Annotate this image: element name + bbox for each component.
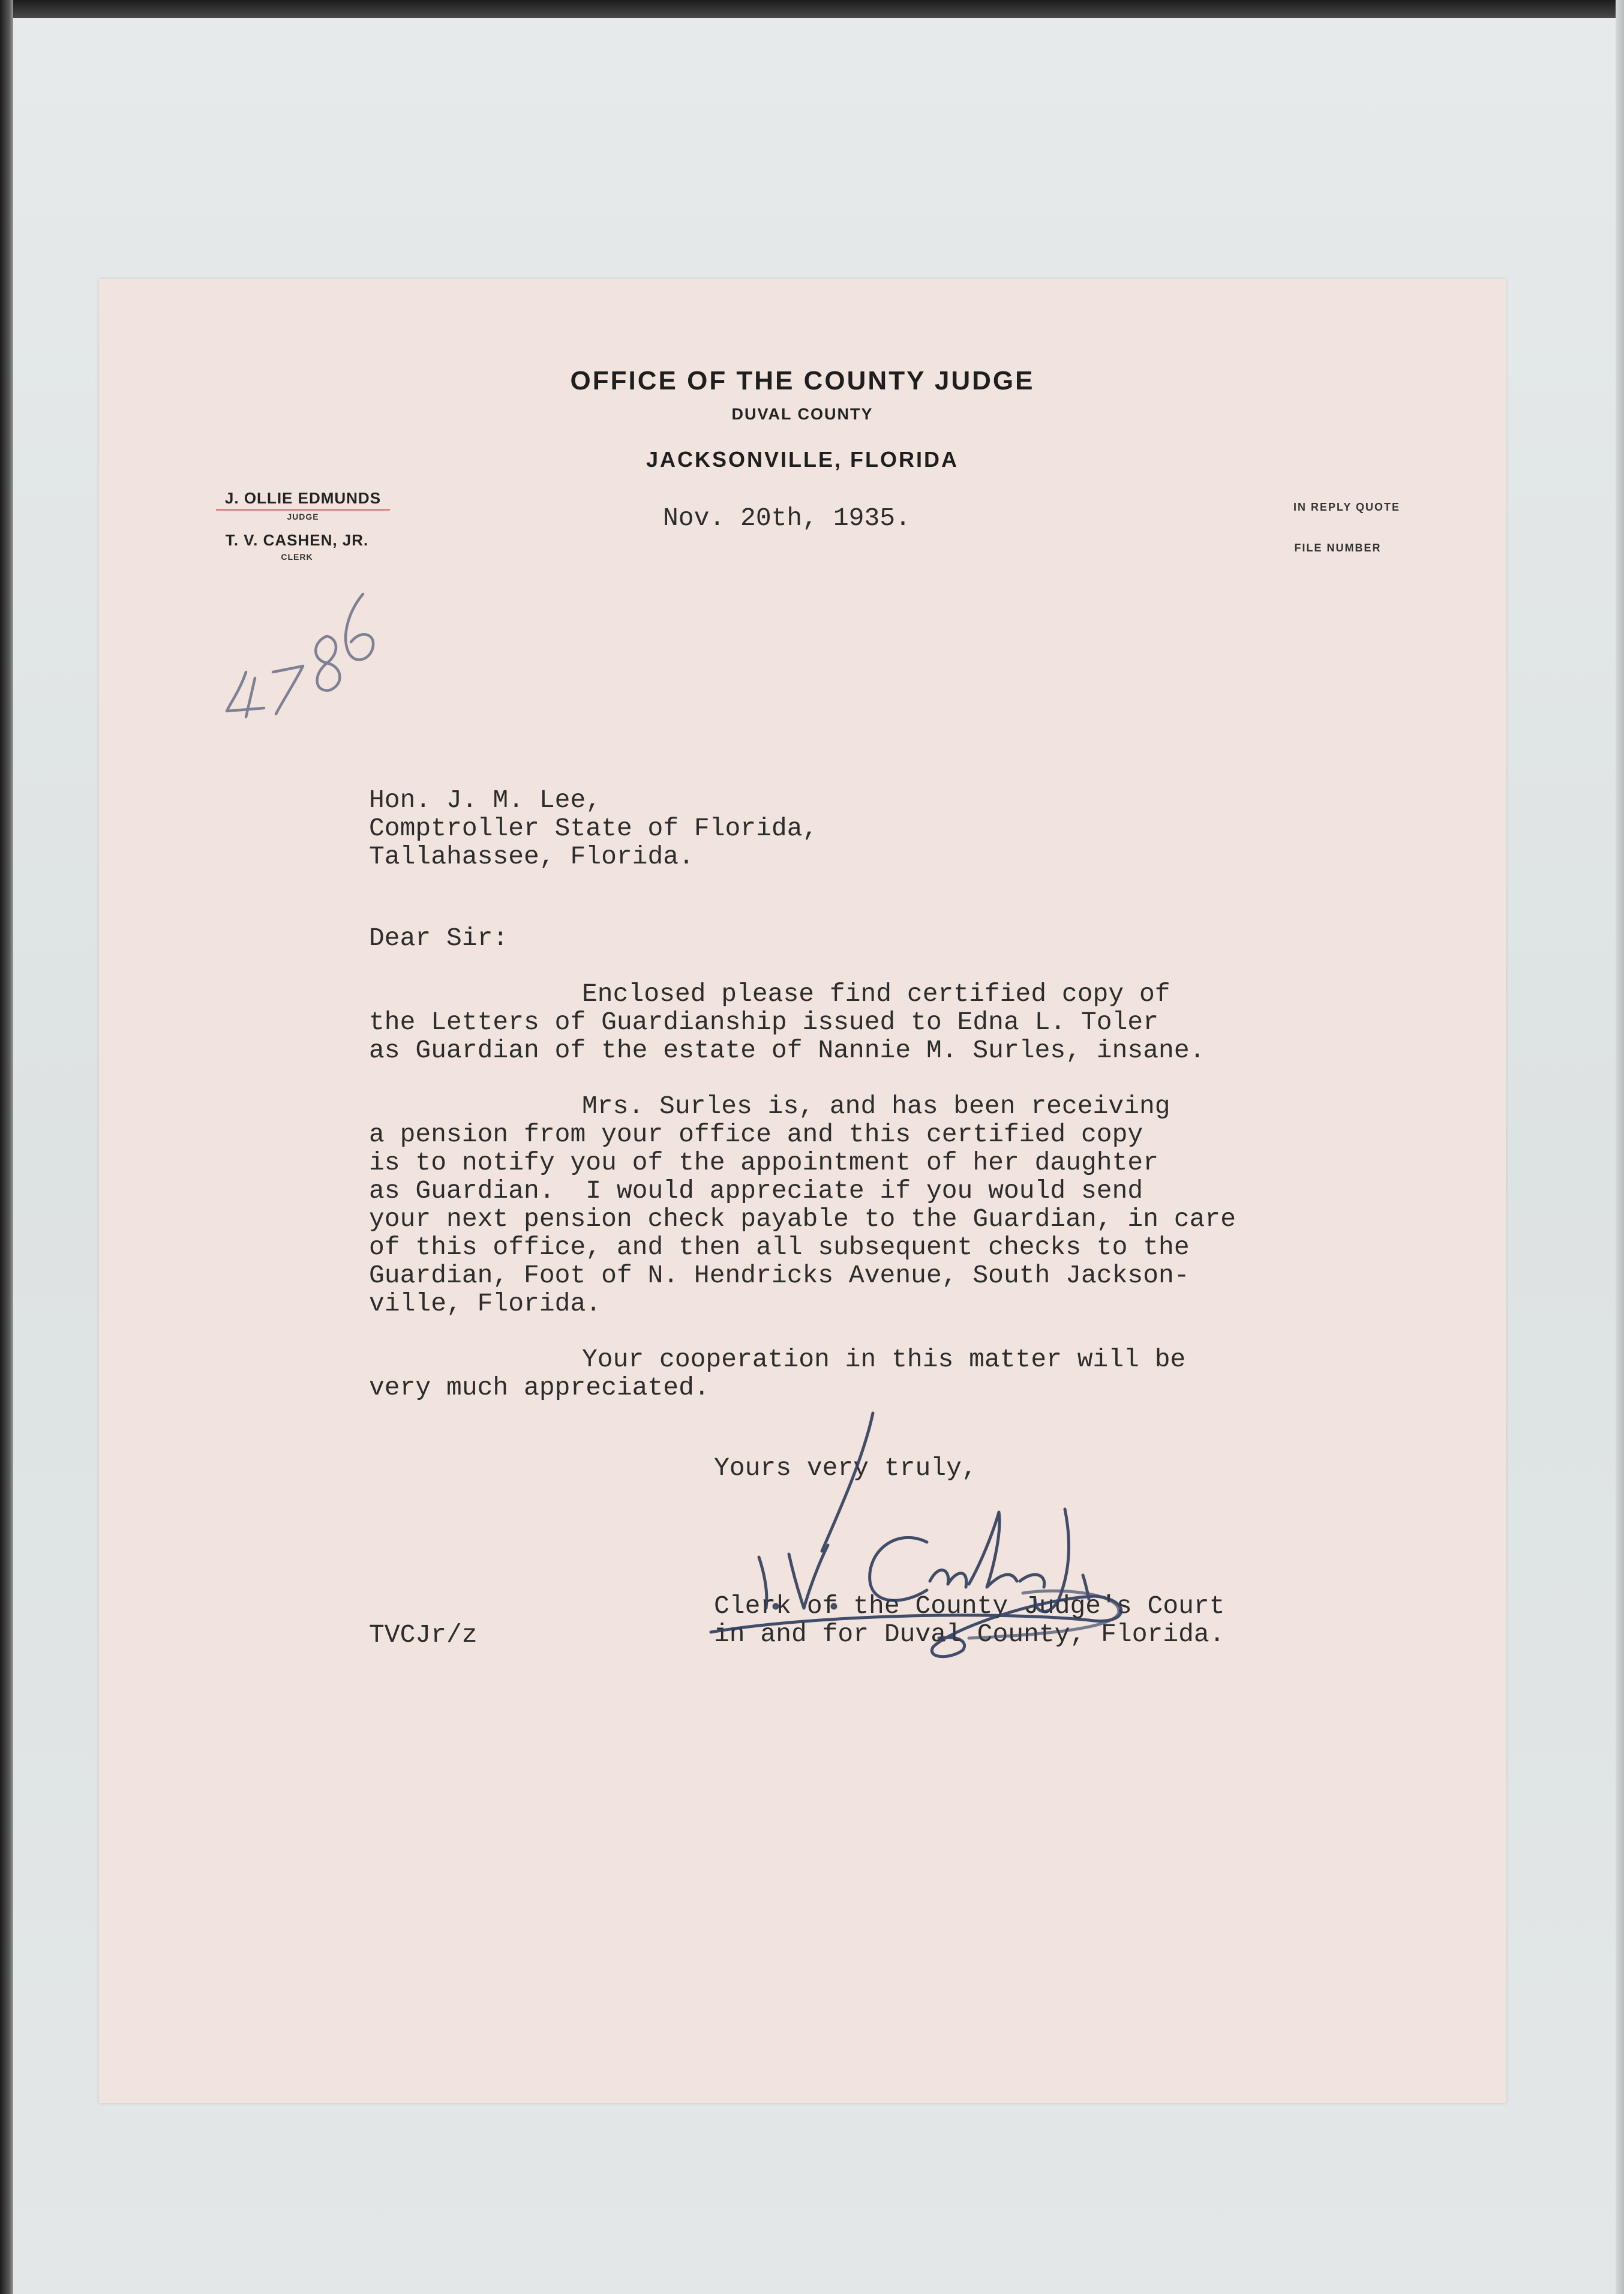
paragraph-1-line: the Letters of Guardianship issued to Edna L. Toler [369, 1007, 1159, 1037]
paragraph-2-line: of this office, and then all subsequent checks to the [369, 1233, 1190, 1262]
paragraph-1-line: Enclosed please find certified copy of [582, 979, 1170, 1009]
paragraph-3-line: very much appreciated. [369, 1373, 710, 1402]
salutation: Dear Sir: [369, 923, 509, 953]
clerk-name: T. V. CASHEN, JR. [225, 531, 369, 549]
address-line: Tallahassee, Florida. [369, 842, 694, 871]
typist-initials: TVCJr/z [369, 1620, 478, 1650]
paragraph-2-line: ville, Florida. [369, 1289, 602, 1318]
paragraph-3-line: Your cooperation in this matter will be [582, 1345, 1186, 1374]
judge-name-underline [216, 509, 390, 511]
letter-sheet [99, 279, 1506, 2103]
clerk-title: CLERK [281, 552, 313, 562]
scan-right-edge [1616, 0, 1624, 2294]
paragraph-1-line: as Guardian of the estate of Nannie M. Surles, insane. [369, 1036, 1205, 1065]
paragraph-2-line: Mrs. Surles is, and has been receiving [582, 1091, 1170, 1121]
letterhead-city: JACKSONVILLE, FLORIDA [646, 447, 959, 472]
scan-left-border [0, 0, 13, 2294]
paragraph-2-line: your next pension check payable to the Guardian, in care [369, 1204, 1236, 1234]
paragraph-2-line: as Guardian. I would appreciate if you would send [369, 1176, 1143, 1206]
signature-title-line: in and for Duval County, Florida. [714, 1620, 1225, 1649]
judge-title: JUDGE [287, 512, 319, 521]
closing: Yours very truly, [714, 1453, 977, 1483]
letterhead-county: DUVAL COUNTY [731, 405, 873, 423]
paragraph-2-line: a pension from your office and this certified copy [369, 1120, 1143, 1149]
file-number-label: FILE NUMBER [1294, 542, 1382, 554]
reply-quote-label: IN REPLY QUOTE [1293, 501, 1401, 513]
paragraph-2-line: Guardian, Foot of N. Hendricks Avenue, South Jackson- [369, 1261, 1190, 1290]
signature-title-line: Clerk of the County Judge's Court [714, 1591, 1225, 1621]
paragraph-2-line: is to notify you of the appointment of her daughter [369, 1148, 1159, 1177]
letter-date: Nov. 20th, 1935. [663, 503, 911, 533]
judge-name: J. OLLIE EDMUNDS [224, 489, 382, 507]
scan-top-border [0, 0, 1624, 18]
letterhead-title: OFFICE OF THE COUNTY JUDGE [570, 366, 1035, 395]
address-line: Hon. J. M. Lee, [369, 785, 602, 815]
address-line: Comptroller State of Florida, [369, 814, 818, 843]
